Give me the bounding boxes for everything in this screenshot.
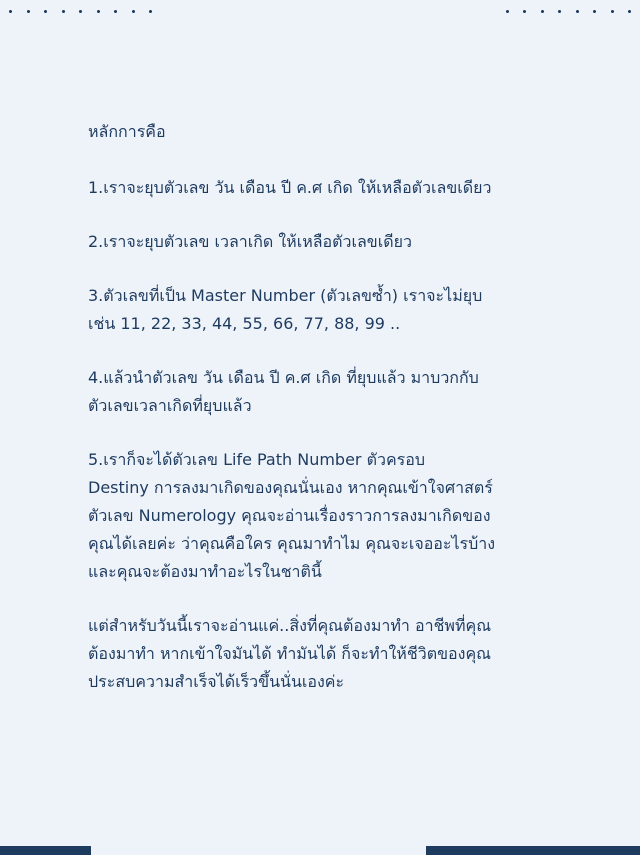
text-line: 2.เราจะยุบตัวเลข เวลาเกิด ให้เหลือตัวเลขเดียว	[88, 232, 412, 251]
decorative-dot	[506, 10, 509, 13]
paragraph-closing	[88, 612, 588, 696]
text-line: ตัวเลข Numerology คุณจะอ่านเรื่องราวการลงมาเกิดของ	[88, 506, 491, 525]
text-line: และคุณจะต้องมาทำอะไรในชาตินี้	[88, 562, 322, 581]
decorative-dot	[576, 10, 579, 13]
text-line: 1.เราจะยุบตัวเลข วัน เดือน ปี ค.ศ เกิด ให้เหลือตัวเลขเดียว	[88, 178, 492, 197]
text-line: 5.เราก็จะได้ตัวเลข Life Path Number ตัวครอบ	[88, 450, 426, 469]
text-line: ตัวเลขเวลาเกิดที่ยุบแล้ว	[88, 396, 252, 415]
bottom-right-accent-bar	[426, 846, 640, 855]
text-line: ต้องมาทำ หากเข้าใจมันได้ ทำมันได้ ก็จะทำให้ชีวิตของคุณ	[88, 644, 491, 663]
decorative-dot	[44, 10, 47, 13]
decorative-dot	[79, 10, 82, 13]
decorative-dot	[628, 10, 631, 13]
text-line: เช่น 11, 22, 33, 44, 55, 66, 77, 88, 99 ..	[88, 314, 401, 333]
decorative-dot	[558, 10, 561, 13]
decorative-dot	[593, 10, 596, 13]
decorative-dot	[132, 10, 135, 13]
decorative-dot	[149, 10, 152, 13]
heading: หลักการคือ	[88, 122, 166, 141]
decorative-dot	[62, 10, 65, 13]
text-line: Destiny การลงมาเกิดของคุณนั่นเอง หากคุณเข้าใจศาสตร์	[88, 478, 493, 497]
paragraph-step-3	[88, 282, 588, 338]
decorative-dot	[541, 10, 544, 13]
paragraph-step-2	[88, 228, 588, 256]
text-content	[88, 118, 588, 722]
text-line: ประสบความสำเร็จได้เร็วขึ้นนั่นเองค่ะ	[88, 672, 345, 691]
text-line: 4.แล้วนำตัวเลข วัน เดือน ปี ค.ศ เกิด ที่ยุบแล้ว มาบวกกับ	[88, 368, 479, 387]
decorative-dot	[523, 10, 526, 13]
paragraph-step-1	[88, 174, 588, 202]
paragraph-step-5	[88, 446, 588, 586]
text-line: คุณได้เลยค่ะ ว่าคุณคือใคร คุณมาทำไม คุณจะเจออะไรบ้าง	[88, 534, 496, 553]
decorative-dot	[9, 10, 12, 13]
text-line: 3.ตัวเลขที่เป็น Master Number (ตัวเลขซ้ำ) เราจะไม่ยุบ	[88, 286, 483, 305]
decorative-dot	[611, 10, 614, 13]
top-right-dot-row	[506, 10, 632, 16]
bottom-left-accent-bar	[0, 846, 91, 855]
text-line: แต่สำหรับวันนี้เราจะอ่านแค่..สิ่งที่คุณต้องมาทำ อาชีพที่คุณ	[88, 616, 492, 635]
top-left-dot-row	[9, 10, 152, 16]
decorative-dot	[114, 10, 117, 13]
paragraph-step-4	[88, 364, 588, 420]
decorative-dot	[27, 10, 30, 13]
decorative-dot	[97, 10, 100, 13]
